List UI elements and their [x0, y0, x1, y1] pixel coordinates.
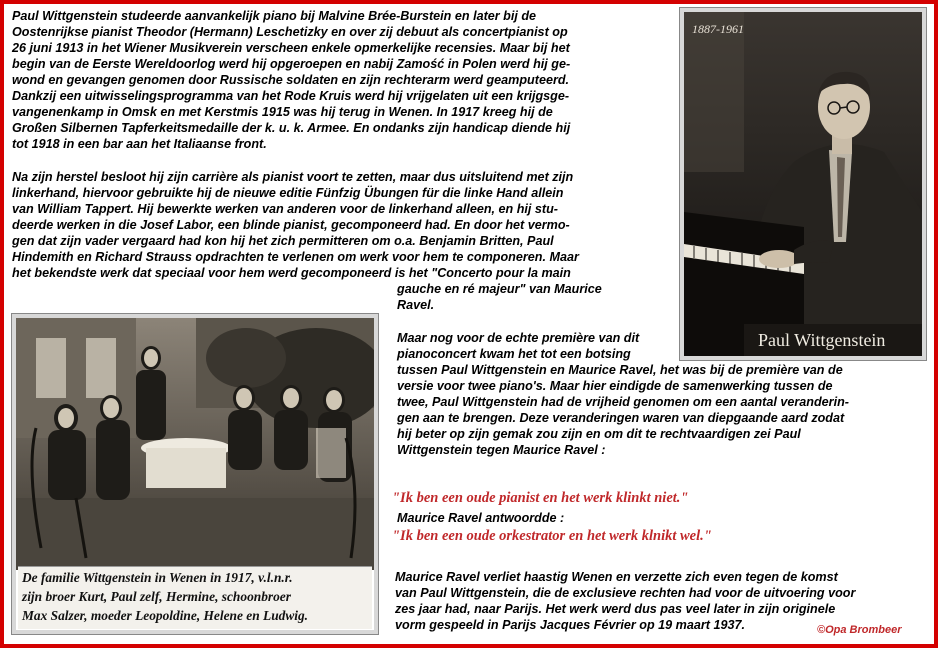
paragraph-1-line: Dankzij een uitwisselingsprogramma van het Rode Kruis werd hij vrijgelaten uit een krijgsge- [12, 89, 570, 103]
paragraph-2-line: Ravel. [397, 298, 435, 312]
paragraph-4-line: Maurice Ravel verliet haastig Wenen en verzette zich even tegen de komst [395, 570, 838, 584]
paragraph-3-line: Maar nog voor de echte première van dit [397, 331, 640, 345]
paragraph-3-line: gen aan te brengen. Deze veranderingen waren van diepgaande aard zodat [397, 411, 845, 425]
paragraph-1-line: tot 1918 in een bar aan het Italiaanse front. [12, 137, 267, 151]
paragraph-4-line: van Paul Wittgenstein, die de exclusieve rechten had voor de uitvoering voor [395, 586, 856, 600]
paragraph-3-line: Wittgenstein tegen Maurice Ravel : [397, 443, 606, 457]
paragraph-2-line: deerde werken in die Josef Labor, een blinde pianist, gecomponeerd had. En door het vermo- [12, 218, 570, 232]
portrait-photo [680, 8, 926, 360]
paragraph-4-line: zes jaar had, naar Parijs. Het werk werd dus pas veel later in zijn originele [395, 602, 836, 616]
paragraph-1-line: Großen Silbernen Tapferkeitsmedaille der k. u. k. Armee. En ondanks zijn handicap diende hij [12, 121, 571, 135]
paragraph-2-line: Na zijn herstel besloot hij zijn carrière als pianist voort te zetten, maar dus uitsluitend met zijn [12, 170, 574, 184]
paragraph-3-line: hij beter op zijn gemak zou zijn en om dit te rechtvaardigen zei Paul [397, 427, 801, 441]
paragraph-3-line: tussen Paul Wittgenstein en Maurice Ravel, het was bij de première van de [397, 363, 843, 377]
paragraph-3-line: versie voor twee piano's. Maar hier eindigde de samenwerking tussen de [397, 379, 833, 393]
paragraph-2-line: Hindemith en Richard Strauss opdrachten te verlenen om werk voor hem te componeren. Maar [12, 250, 579, 264]
quote-orkestrator: "Ik ben een oude orkestrator en het werk klnikt wel." [392, 528, 712, 544]
paragraph-4-line: vorm gespeeld in Parijs Jacques Février op 19 maart 1937. [395, 618, 745, 632]
portrait-image [684, 12, 922, 356]
paragraph-2-line: van William Tappert. Hij bewerkte werken van anderen voor de linkerhand alleen, en hij stu- [12, 202, 559, 216]
paragraph-2-line: gen dat zijn vader vergaard had kon hij het zich permitteren om o.a. Benjamin Britten, Paul [12, 234, 554, 248]
family-caption-box [18, 566, 372, 629]
family-caption-line: De familie Wittgenstein in Wenen in 1917, v.l.n.r. [22, 570, 293, 585]
family-caption-line: Max Salzer, moeder Leopoldine, Helene en Ludwig. [22, 608, 309, 623]
paragraph-1-line: Oostenrijkse pianist Theodor (Hermann) Leschetizky en over zij debuut als concertpianist op [12, 25, 568, 39]
paragraph-1-line: begin van de Eerste Wereldoorlog werd hij opgeroepen en nabij Zamość in Polen werd hij ge- [12, 57, 571, 71]
quote-pianist: "Ik ben een oude pianist en het werk klinkt niet." [392, 490, 689, 506]
paragraph-2-line: het bekendste werk dat speciaal voor hem werd gecomponeerd is het "Concerto pour la main [12, 266, 571, 280]
paragraph-2-line: linkerhand, hiervoor gebruikte hij de nieuwe editie Fünfzig Übungen für die linke Hand allein [12, 186, 564, 200]
credit-watermark: ©Opa Brombeer [817, 624, 902, 636]
ravel-answer: Maurice Ravel antwoordde : [397, 511, 565, 525]
paragraph-3-line: pianoconcert kwam het tot een botsing [397, 347, 631, 361]
portrait-years: 1887-1961 [692, 22, 744, 36]
paragraph-2-line: gauche en ré majeur" van Maurice [397, 282, 602, 296]
paragraph-1-line: Paul Wittgenstein studeerde aanvankelijk piano bij Malvine Brée-Burstein en later bij de [12, 9, 537, 23]
family-image [16, 318, 374, 570]
portrait-name-label: Paul Wittgenstein [758, 330, 886, 350]
paragraph-1-line: vangenenkamp in Omsk en met Kerstmis 1915 was hij terug in Wenen. In 1917 kreeg hij de [12, 105, 553, 119]
paragraph-1-line: 26 juni 1913 in het Wiener Musikverein verscheen enkele opmerkelijke recensies. Maar bij het [12, 41, 570, 55]
paragraph-1-line: wond en gevangen genomen door Russische soldaten en zijn rechterarm werd geamputeerd. [12, 73, 570, 87]
paragraph-3-line: twee, Paul Wittgenstein had de vrijheid genomen om een aantal veranderin- [397, 395, 849, 409]
family-caption-line: zijn broer Kurt, Paul zelf, Hermine, schoonbroer [22, 589, 291, 604]
